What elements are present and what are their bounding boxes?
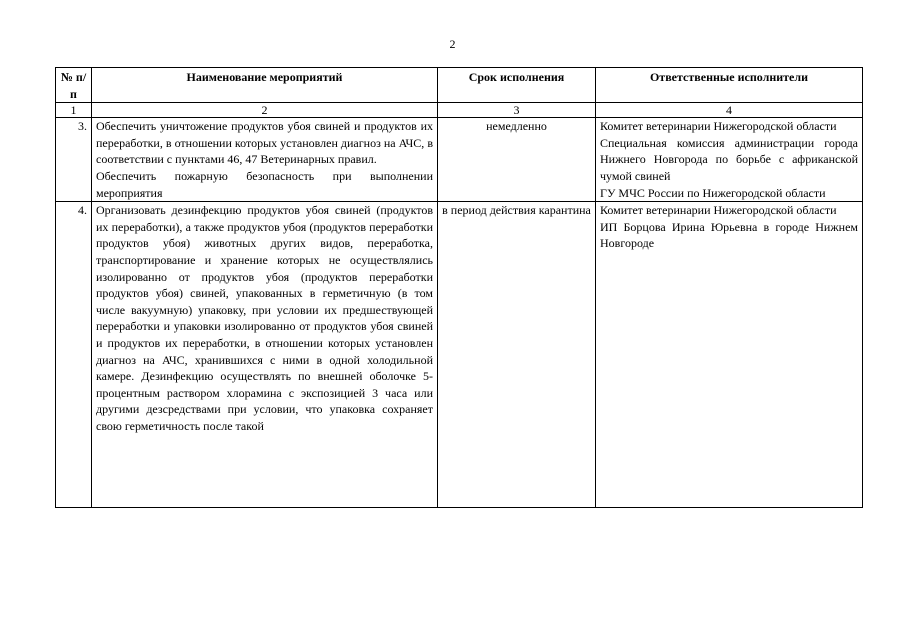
header-responsible: Ответственные исполнители [596, 68, 863, 103]
responsible-entry: ГУ МЧС России по Нижегородской области [600, 185, 826, 200]
responsible-executors [596, 118, 863, 202]
table-row [56, 118, 863, 202]
table-header-row [56, 68, 863, 103]
header-name: Наименование мероприятий [92, 68, 438, 103]
responsible-entry: ИП Борцова Ирина Юрьевна в городе Нижнем Новгороде [600, 219, 858, 251]
measure-term: немедленно [438, 118, 596, 202]
column-number: 1 [56, 103, 92, 118]
column-number-row [56, 103, 863, 118]
measure-paragraph: Обеспечить уничтожение продуктов убоя свиней и продуктов их переработки, в отношении которых установлен диагноз на АЧС, в соответствии с пунктами 46, 47 Ветеринарных правил. [96, 119, 433, 167]
measure-paragraph: Организовать дезинфекцию продуктов убоя свиней (продуктов их переработки), а также продуктов убоя (продуктов переработки продуктов убоя) животных других видов, переработка, транспортирование и хранение которых не осуществлялись изолированно от продуктов убоя (продуктов переработки продуктов убоя) свиней, упакованных в герметичную (в том числе вакуумную) упаковку, при условии их предшествующей переработки и упаковки изолированно от продуктов убоя свиней и продуктов их переработки, в отношении которых установлен диагноз на АЧС, хранившихся с ними в одной холодильной камере. Дезинфекцию осуществлять по внешней оболочке 5-процентным раствором хлорамина с экспозицией 3 часа или другими дезсредствами при условии, что упаковка сохраняет свою герметичность после такой [96, 203, 433, 433]
row-number: 4. [56, 202, 92, 508]
measure-term: в период действия карантина [438, 202, 596, 508]
header-num: № п/п [56, 68, 92, 103]
row-number: 3. [56, 118, 92, 202]
header-term: Срок исполнения [438, 68, 596, 103]
column-number: 4 [596, 103, 863, 118]
responsible-entry: Комитет ветеринарии Нижегородской области [600, 203, 837, 218]
page-number: 2 [449, 37, 456, 51]
responsible-entry: Специальная комиссия администрации города Нижнего Новгорода по борьбе с африканской чумой свиней [600, 135, 858, 183]
column-number: 3 [438, 103, 596, 118]
responsible-executors [596, 202, 863, 508]
measure-name [92, 118, 438, 202]
column-number: 2 [92, 103, 438, 118]
responsible-entry: Комитет ветеринарии Нижегородской области [600, 119, 837, 134]
measures-table [55, 67, 863, 508]
measure-name [92, 202, 438, 508]
table-row [56, 202, 863, 508]
measure-paragraph: Обеспечить пожарную безопасность при выполнении мероприятия [96, 168, 433, 200]
